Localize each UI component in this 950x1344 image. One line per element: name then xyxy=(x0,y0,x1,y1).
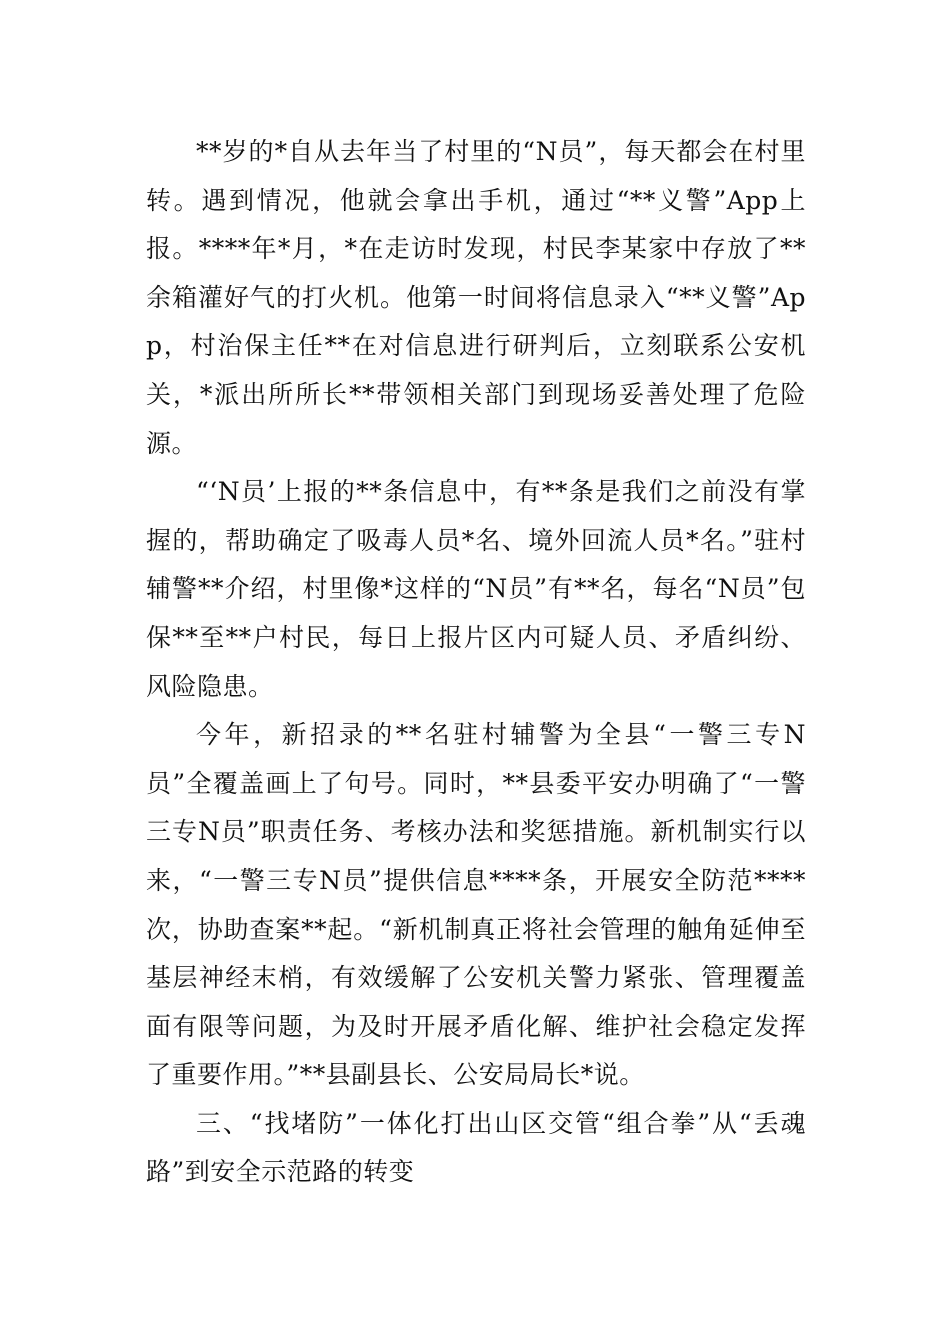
paragraph-auxiliary-police-quote: “‘N员’上报的**条信息中，有**条是我们之前没有掌握的，帮助确定了吸毒人员*名、境外回流人员*名。”驻村辅警**介绍，村里像*这样的“N员”有**名，每名“N员”包保**至**户村民，每日上报片区内可疑人员、矛盾纠纷、风险隐患。 xyxy=(146,477,806,701)
paragraph-n-member-report: **岁的*自从去年当了村里的“N员”，每天都会在村里转。遇到情况，他就会拿出手机，通过“**义警”App上报。****年*月，*在走访时发现，村民李某家中存放了**余箱灌好气的打火机。他第一时间将信息录入“**义警”App，村治保主任**在对信息进行研判后，立刻联系公安机关，*派出所所长**带领相关部门到现场妥善处理了危险源。 xyxy=(146,137,806,458)
document-body xyxy=(146,128,806,1197)
paragraph-new-mechanism: 今年，新招录的**名驻村辅警为全县“一警三专N员”全覆盖画上了句号。同时，**县委平安办明确了“一警三专N员”职责任务、考核办法和奖惩措施。新机制实行以来，“一警三专N员”提供信息****条，开展安全防范****次，协助查案**起。“新机制真正将社会管理的触角延伸至基层神经末梢，有效缓解了公安机关警力紧张、管理覆盖面有限等问题，为及时开展矛盾化解、维护社会稳定发挥了重要作用。”**县副县长、公安局局长*说。 xyxy=(146,720,806,1090)
section-heading-traffic: 三、“找堵防”一体化打出山区交管“组合拳”从“丢魂路”到安全示范路的转变 xyxy=(146,1108,806,1187)
